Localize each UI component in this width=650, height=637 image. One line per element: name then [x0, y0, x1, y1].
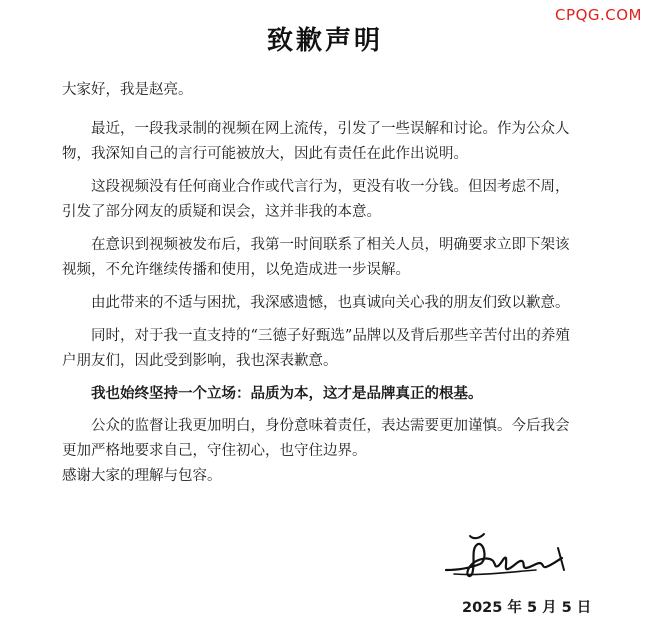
greeting: 大家好，我是赵亮。	[62, 82, 193, 98]
paragraph-apology: 由此带来的不适与困扰，我深感遗憾，也真诚向关心我的朋友们致以歉意。	[91, 295, 570, 311]
watermark-text: CPQG.COM	[555, 6, 642, 24]
paragraph-takedown: 在意识到视频被发布后，我第一时间联系了相关人员，明确要求立即下架该视频，不允许继续传播和使用，以免造成进一步误解。	[62, 237, 570, 278]
date: 2025 年 5 月 5 日	[462, 600, 592, 616]
paragraph-no-commercial: 这段视频没有任何商业合作或代言行为，更没有收一分钱。但因考虑不周，引发了部分网友的质疑和误会，这并非我的本意。	[62, 179, 570, 220]
stance-prefix: 我也始终坚持一个立场：	[91, 385, 251, 402]
paragraph-oversight: 公众的监督让我更加明白，身份意味着责任，表达需要更加谨慎。今后我会更加严格地要求自己，守住初心，也守住边界。	[62, 418, 570, 459]
paragraph-brand: 同时，对于我一直支持的“三德子好甄选”品牌以及背后那些辛苦付出的养殖户朋友们，因此受到影响，我也深表歉意。	[62, 328, 570, 369]
handwritten-signature	[440, 530, 575, 580]
paragraph-stance	[62, 381, 582, 407]
stance-emphasis: 品质为本，这才是品牌真正的根基。	[250, 385, 483, 402]
closing-line: 感谢大家的理解与包容。	[62, 468, 222, 484]
page-title: 致歉声明	[266, 26, 383, 56]
paragraph-intro: 最近，一段我录制的视频在网上流传，引发了一些误解和讨论。作为公众人物，我深知自己的言行可能被放大，因此有责任在此作出说明。	[62, 121, 570, 162]
